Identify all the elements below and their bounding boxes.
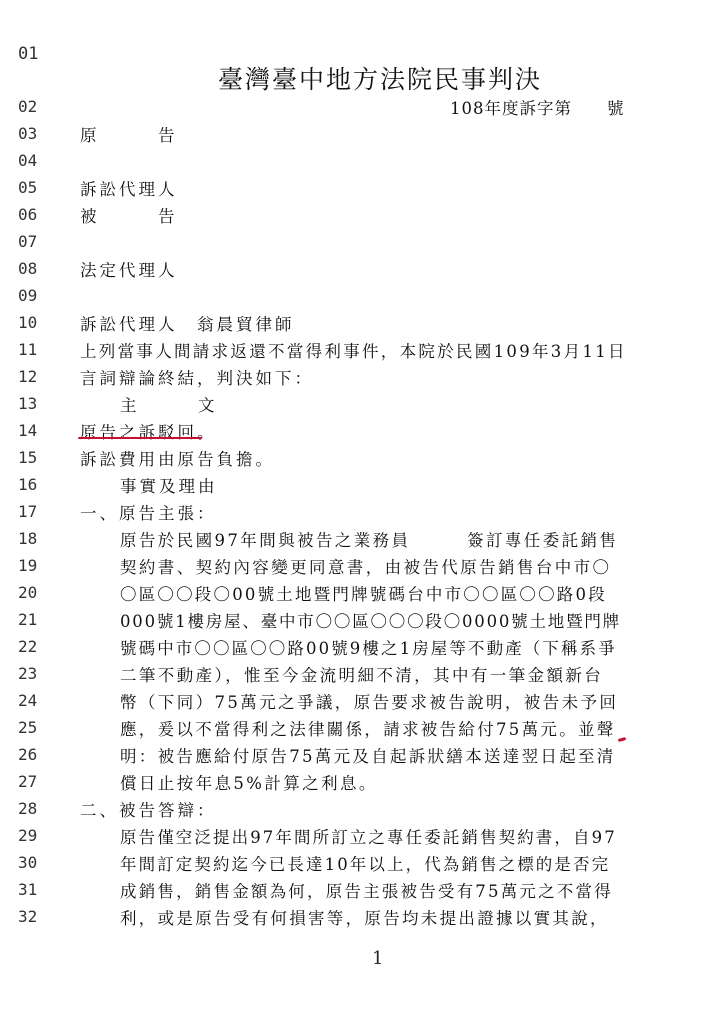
- line-text: 000號1樓房屋、臺中市〇〇區〇〇〇段〇0000號土地暨門牌: [120, 612, 621, 631]
- line-text: 原告於民國97年間與被告之業務員 簽訂專任委託銷售: [120, 531, 619, 550]
- text-line: [0, 337, 725, 363]
- line-number: 26: [18, 745, 38, 764]
- text-line: [0, 634, 725, 660]
- line-number: 21: [18, 610, 38, 629]
- party-label-defendant: 被 告: [80, 207, 178, 226]
- line-number: 11: [18, 340, 38, 359]
- text-line: [0, 661, 725, 687]
- red-underline-mark: [78, 437, 202, 439]
- line-text: 明：被告應給付原告75萬元及自起訴狀繕本送達翌日起至清: [120, 747, 616, 766]
- page-number: 1: [372, 948, 384, 969]
- subsection-heading: 二、被告答辯：: [80, 801, 217, 820]
- text-line: [0, 364, 725, 390]
- text-line: [0, 121, 725, 147]
- line-number: 13: [18, 394, 38, 413]
- text-line: [0, 904, 725, 930]
- text-line: [0, 445, 725, 471]
- line-number: 17: [18, 502, 38, 521]
- line-number: 18: [18, 529, 38, 548]
- line-number: 30: [18, 853, 38, 872]
- section-heading-judgment: 主 文: [120, 396, 218, 415]
- section-heading-facts: 事實及理由: [120, 477, 218, 496]
- text-line: [0, 391, 725, 417]
- line-text: 號碼中市〇〇區〇〇路00號9樓之1房屋等不動產（下稱系爭: [120, 639, 617, 658]
- text-line: [0, 94, 725, 120]
- line-text: 成銷售，銷售金額為何，原告主張被告受有75萬元之不當得: [120, 882, 613, 901]
- line-text: 上列當事人間請求返還不當得利事件，本院於民國109年3月11日: [80, 342, 627, 361]
- line-text: 訴訟費用由原告負擔。: [80, 450, 275, 469]
- line-number: 05: [18, 178, 38, 197]
- line-number: 28: [18, 799, 38, 818]
- line-number: 20: [18, 583, 38, 602]
- text-line: [0, 472, 725, 498]
- line-number: 09: [18, 286, 38, 305]
- line-number: 01: [18, 44, 39, 64]
- party-label-attorney-defendant: 訴訟代理人 翁晨貿律師: [80, 315, 295, 334]
- line-text: 二筆不動產），惟至今金流明細不清，其中有一筆金額新台: [120, 666, 604, 685]
- text-line: [0, 742, 725, 768]
- document-title: 臺灣臺中地方法院民事判決: [217, 65, 542, 94]
- text-line: [0, 607, 725, 633]
- text-line: [0, 877, 725, 903]
- line-text: 年間訂定契約迄今已長達10年以上，代為銷售之標的是否完: [120, 855, 611, 874]
- line-number: 25: [18, 718, 38, 737]
- text-line: [0, 175, 725, 201]
- line-number: 12: [18, 367, 38, 386]
- text-line: [0, 553, 725, 579]
- line-number: 29: [18, 826, 38, 845]
- line-number: 15: [18, 448, 38, 467]
- judgment-main-text: 原告之訴駁回。: [80, 423, 217, 442]
- line-number: 14: [18, 421, 38, 440]
- text-line: [0, 310, 725, 336]
- text-line: [0, 526, 725, 552]
- line-text: 償日止按年息5%計算之利息。: [120, 774, 378, 793]
- text-line: [0, 823, 725, 849]
- line-number: 02: [18, 97, 38, 116]
- party-label-plaintiff: 原 告: [80, 126, 178, 145]
- case-number: 108年度訴字第 號: [450, 99, 625, 118]
- text-line: [0, 202, 725, 228]
- text-line: [0, 499, 725, 525]
- line-number: 23: [18, 664, 38, 683]
- text-line: [0, 256, 725, 282]
- party-label-legal-rep: 法定代理人: [80, 261, 178, 280]
- line-number: 08: [18, 259, 38, 278]
- line-text: 幣（下同）75萬元之爭議，原告要求被告說明，被告未予回: [120, 693, 619, 712]
- subsection-heading: 一、原告主張：: [80, 504, 217, 523]
- line-number: 27: [18, 772, 38, 791]
- line-number: 04: [18, 151, 38, 170]
- text-line: [0, 283, 725, 309]
- line-number: 31: [18, 880, 38, 899]
- text-line: [0, 796, 725, 822]
- text-line: [0, 580, 725, 606]
- line-number: 07: [18, 232, 38, 251]
- text-line: [0, 769, 725, 795]
- party-label-attorney: 訴訟代理人: [80, 180, 178, 199]
- line-text: 原告僅空泛提出97年間所訂立之專任委託銷售契約書，自97: [120, 828, 617, 847]
- text-line: [0, 148, 725, 174]
- line-number: 16: [18, 475, 38, 494]
- line-number: 24: [18, 691, 38, 710]
- line-number: 32: [18, 907, 38, 926]
- line-number: 22: [18, 637, 38, 656]
- text-line: [0, 229, 725, 255]
- line-text: 〇區〇〇段〇00號土地暨門牌號碼台中市〇〇區〇〇路0段: [120, 585, 607, 604]
- line-text: 契約書、契約內容變更同意書，由被告代原告銷售台中市〇: [120, 558, 612, 577]
- text-line: [0, 688, 725, 714]
- line-number: 19: [18, 556, 38, 575]
- text-line: [0, 850, 725, 876]
- line-text: 應，爰以不當得利之法律關係，請求被告給付75萬元。並聲: [120, 720, 616, 739]
- text-line: [0, 418, 725, 444]
- text-line: [0, 715, 725, 741]
- line-text: 言詞辯論終結，判決如下：: [80, 369, 314, 388]
- line-number: 06: [18, 205, 38, 224]
- line-number: 03: [18, 124, 38, 143]
- line-text: 利，或是原告受有何損害等，原告均未提出證據以實其說，: [120, 909, 609, 928]
- line-number: 10: [18, 313, 38, 332]
